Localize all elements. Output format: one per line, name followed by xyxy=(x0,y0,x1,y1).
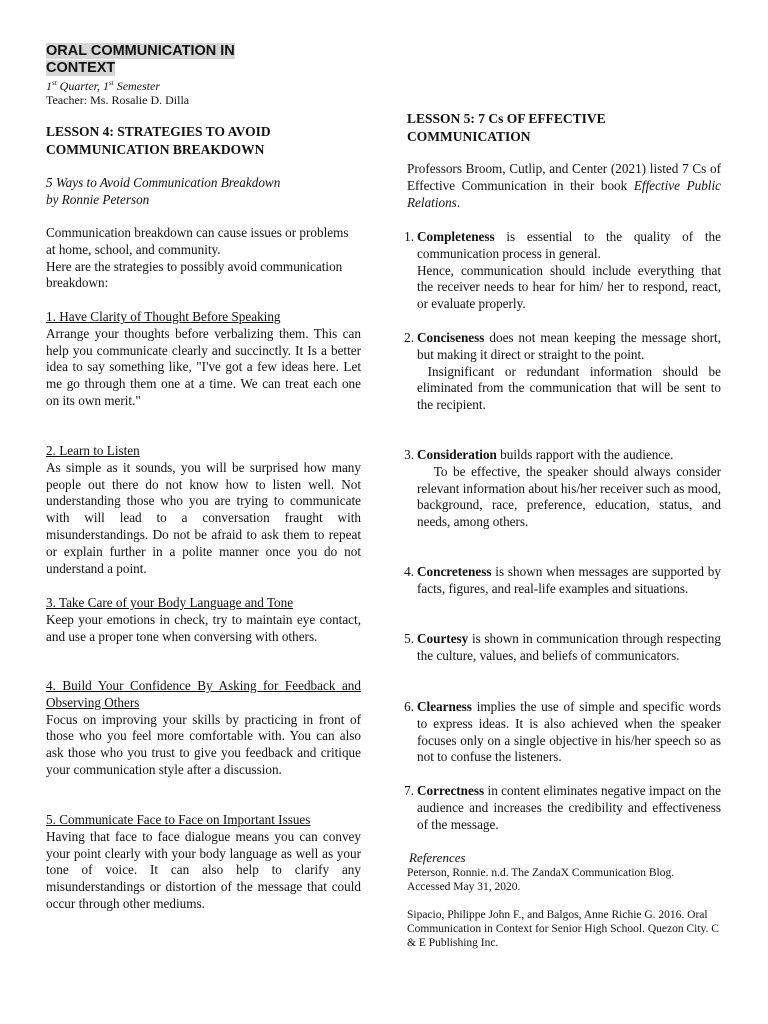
strategy-3 xyxy=(46,595,361,645)
strategy-heading: 2. Learn to Listen xyxy=(46,443,140,458)
lesson4-intro: Communication breakdown can cause issues or problems at home, school, and community. Here are the strategies to possibly avoid communication breakdown: xyxy=(46,225,349,291)
seven-c-item-1: 1. Completeness is essential to the quality of the communication process in general. Hence, communication should include everything that the receiver needs to hear for him/ her to respond, react, or evaluate properly. xyxy=(404,229,721,312)
strategy-heading: 1. Have Clarity of Thought Before Speaking xyxy=(46,309,281,324)
seven-c-item-6: 6. Clearness implies the use of simple and specific words to express ideas. It is also achieved when the speaker focuses only on a single objective in his/her speech so as not to confuse the listeners. xyxy=(404,699,721,765)
references-heading: References xyxy=(409,850,466,865)
seven-c-item-7: 7. Correctness in content eliminates negative impact on the audience and increases the credibility and effectiveness of the message. xyxy=(404,783,721,832)
lesson4-subtitle: 5 Ways to Avoid Communication Breakdown by Ronnie Peterson xyxy=(46,175,281,207)
strategy-text: Keep your emotions in check, try to maintain eye contact, and use a proper tone when conversing with others. xyxy=(46,611,361,644)
quarter-semester: 1st Quarter, 1st Semester xyxy=(46,79,161,93)
strategy-2 xyxy=(46,443,361,577)
strategy-heading: 5. Communicate Face to Face on Important Issues xyxy=(46,812,311,827)
seven-c-item-2: 2. Conciseness does not mean keeping the message short, but making it direct or straight to the point. Insignificant or redundant information should be eliminated from the communication that will be sent to the recipient. xyxy=(404,330,725,413)
lesson4-title: LESSON 4: STRATEGIES TO AVOID COMMUNICATION BREAKDOWN xyxy=(46,124,271,157)
strategy-1 xyxy=(46,309,361,410)
strategy-5 xyxy=(46,812,361,913)
lesson5-intro: Professors Broom, Cutlip, and Center (2021) listed 7 Cs of Effective Communication in their book Effective Public Relations. xyxy=(407,161,721,210)
lesson5-title: LESSON 5: 7 Cs OF EFFECTIVE COMMUNICATION xyxy=(407,111,606,144)
seven-c-item-4: 4. Concreteness is shown when messages are supported by facts, figures, and real-life examples and situations. xyxy=(404,564,721,596)
strategy-text: Focus on improving your skills by practicing in front of those who you feel more comfortable with. You can also ask those who you trust to give you feedback and critique your communication style after a discussion. xyxy=(46,711,361,777)
strategy-text: Arrange your thoughts before verbalizing them. This can help you communicate clearly and succinctly. It Is a better idea to say something like, "I've got a few ideas here. Let me go through them one at a time. We can treat each one on its own merit." xyxy=(46,325,361,408)
strategy-heading: 4. Build Your Confidence By Asking for Feedback and Observing Others xyxy=(46,678,361,710)
course-title: ORAL COMMUNICATION IN CONTEXT xyxy=(46,43,235,76)
seven-c-item-5: 5. Courtesy is shown in communication through respecting the culture, values, and beliefs of communicators. xyxy=(404,631,721,663)
teacher-name: Teacher: Ms. Rosalie D. Dilla xyxy=(46,93,190,107)
reference-entry: Peterson, Ronnie. n.d. The ZandaX Communication Blog. Accessed May 31, 2020. xyxy=(407,867,675,893)
strategy-4 xyxy=(46,678,361,779)
strategy-heading: 3. Take Care of your Body Language and Tone xyxy=(46,595,294,610)
strategy-text: As simple as it sounds, you will be surprised how many people out there do not know how to listen well. Not understanding those who you are trying to communicate with will lead to a conversation fraught with misunderstandings. Do not be afraid to ask them to repeat or explain further in a polite manner once you do not understand a point. xyxy=(46,459,361,576)
reference-entry: Sipacio, Philippe John F., and Balgos, Anne Richie G. 2016. Oral Communication in Context for Senior High School. Quezon City. C & E Publishing Inc. xyxy=(407,909,719,949)
strategy-text: Having that face to face dialogue means you can convey your point clearly with your body language as well as your tone of voice. It can also help to clarify any misunderstandings or distortion of the message that could occur through other mediums. xyxy=(46,828,361,911)
seven-c-item-3: 3. Consideration builds rapport with the audience. To be effective, the speaker should always consider relevant information about his/her receiver such as mood, background, race, preference, education, status, and needs, among others. xyxy=(404,447,725,530)
